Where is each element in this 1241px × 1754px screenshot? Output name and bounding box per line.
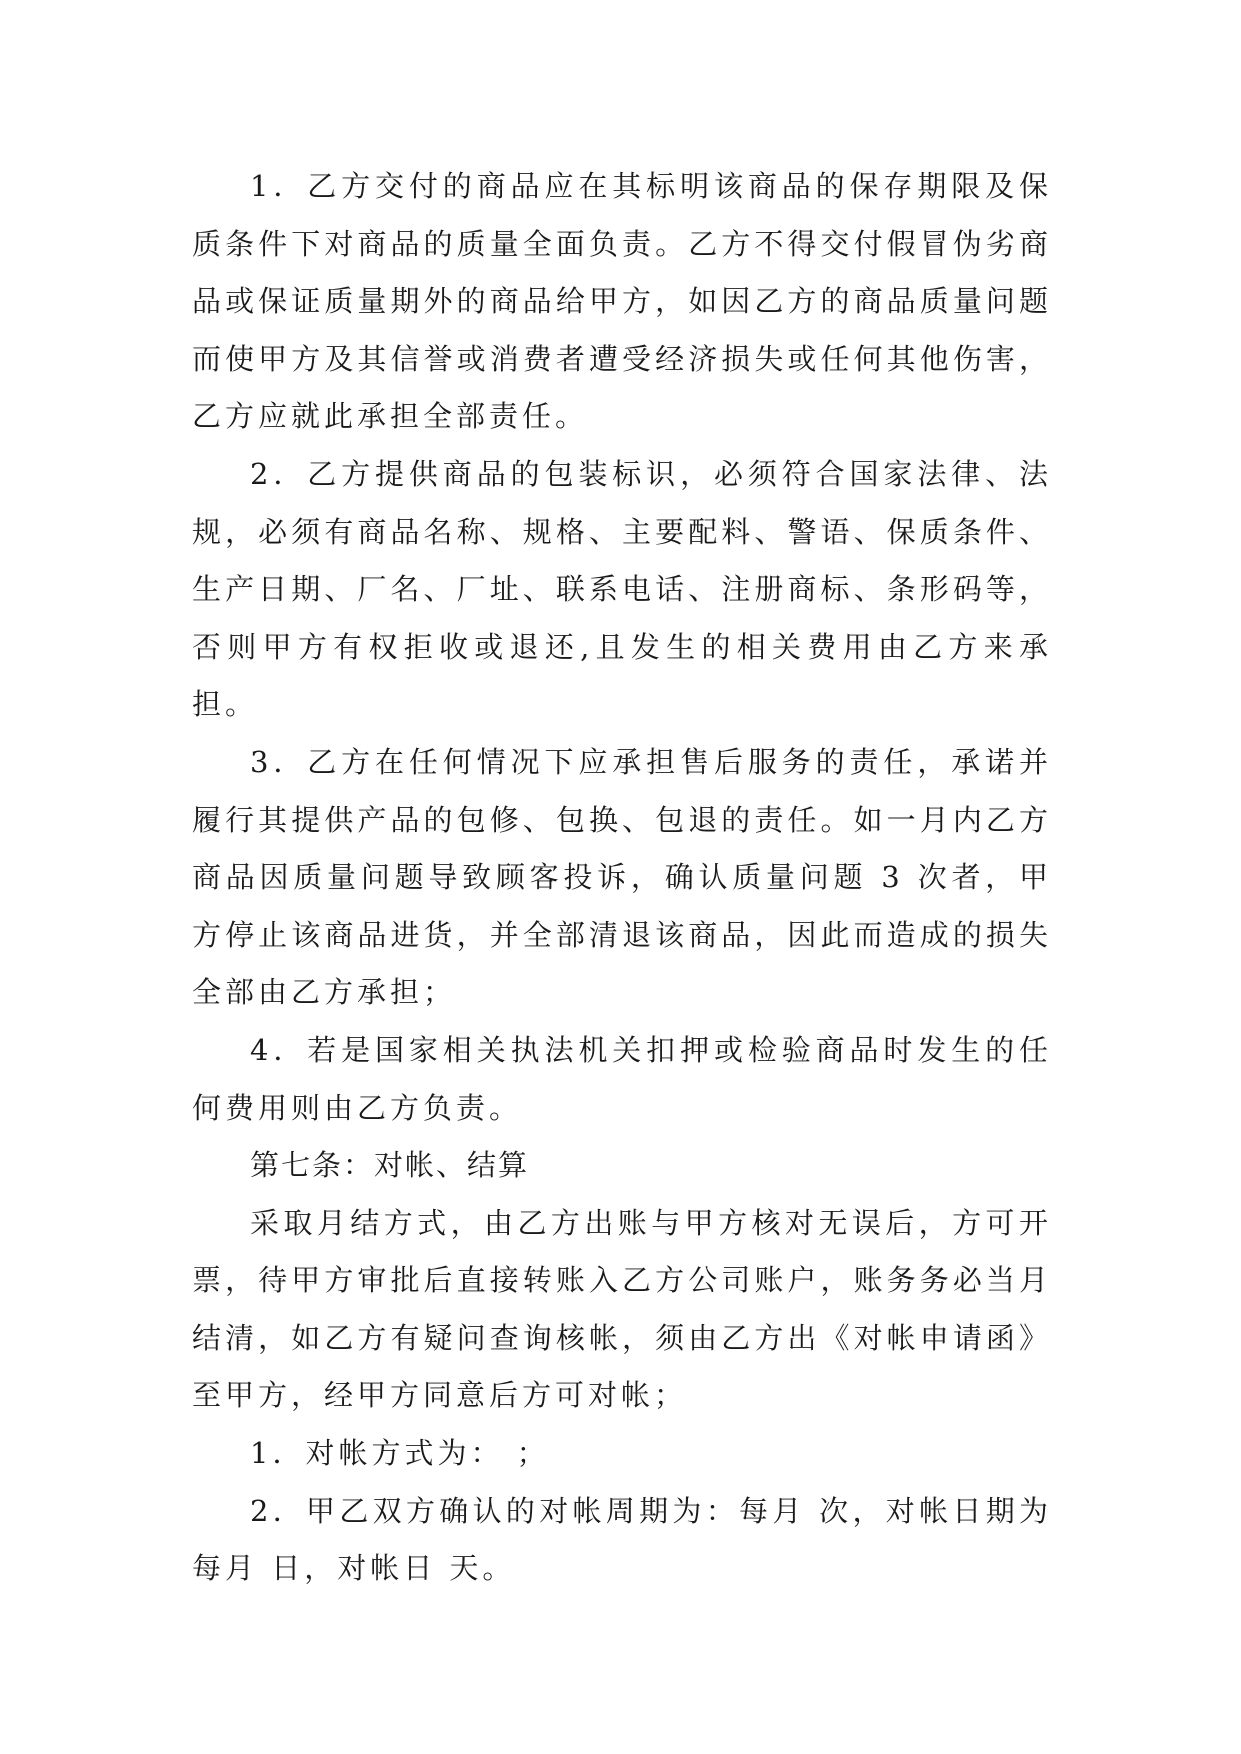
document-page (192, 158, 1052, 1598)
clause-7-heading: 第七条：对帐、结算 (250, 1148, 530, 1183)
clause-7-body: 采取月结方式，由乙方出账与甲方核对无误后，方可开票，待甲方审批后直接转账入乙方公司账户，账务务必当月结清，如乙方有疑问查询核帐，须由乙方出《对帐申请函》至甲方，经甲方同意后方可对帐； (192, 1205, 1052, 1413)
clause-7-item-1: 1．对帐方式为： ； (250, 1436, 550, 1471)
clause-6-item-3: 3．乙方在任何情况下应承担售后服务的责任，承诺并履行其提供产品的包修、包换、包退的责任。如一月内乙方商品因质量问题导致顾客投诉，确认质量问题 3 次者，甲方停止该商品进货，并全部清退该商品，因此而造成的损失全部由乙方承担； (192, 744, 1052, 1010)
clause-6-item-4: 4．若是国家相关执法机关扣押或检验商品时发生的任何费用则由乙方负责。 (192, 1032, 1052, 1125)
clause-6-item-2: 2．乙方提供商品的包装标识，必须符合国家法律、法规，必须有商品名称、规格、主要配料、警语、保质条件、生产日期、厂名、厂址、联系电话、注册商标、条形码等，否则甲方有权拒收或退还,且发生的相关费用由乙方来承担。 (192, 456, 1052, 722)
clause-6-item-1: 1．乙方交付的商品应在其标明该商品的保存期限及保质条件下对商品的质量全面负责。乙方不得交付假冒伪劣商品或保证质量期外的商品给甲方，如因乙方的商品质量问题而使甲方及其信誉或消费者遭受经济损失或任何其他伤害，乙方应就此承担全部责任。 (192, 169, 1052, 434)
clause-7-item-2: 2．甲乙双方确认的对帐周期为：每月 次，对帐日期为每月 日，对帐日 天。 (192, 1493, 1052, 1586)
